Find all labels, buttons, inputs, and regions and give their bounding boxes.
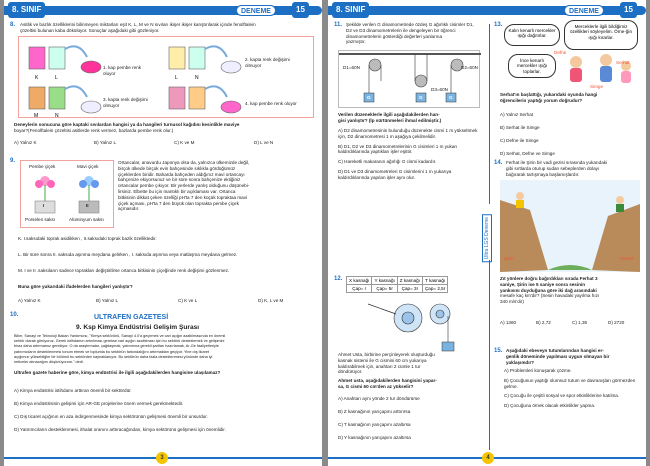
grade-badge: 8. SINIF [332, 2, 369, 18]
option-b[interactable]: B) 2,72 [536, 320, 551, 325]
question-stem: Ferhat ile Şirin bir vadi gezisi sırasında yukarıdaki gibi sırtlarda oturup sudan sebeplerden dolayı bağırarak tartışmaya başlamışlardır. [506, 160, 608, 177]
table-cell: Çap= r [347, 285, 372, 293]
svg-text:L: L [175, 75, 178, 81]
gear-system-diagram [348, 298, 480, 352]
table-header: T kasnağı [422, 277, 447, 285]
question-number: 9. [10, 158, 16, 164]
svg-text:L: L [55, 75, 58, 81]
exam-number: 15 [620, 2, 637, 18]
option-a[interactable]: A) Anahtarı aynı yönde 2 tur döndürürse [338, 396, 420, 401]
d2-reading: D3=60N [431, 87, 448, 92]
page-number: 3 [156, 452, 168, 464]
question-prompt: Ahmet usta, aşağıdakilerden hangisini yapar- sa, G cismi 60 cm'den az yükselir? [338, 378, 437, 389]
question-stem: Ahmet Usta, birbirine perçinleyerek oluşturduğu kasnak sistemi ile G cismini 60 cm yukarıya kaldırabilmek için, anahtarı 2 cümle 1 tur döndürüyor. [338, 352, 435, 375]
table-cell: Çap= 3r [397, 285, 422, 293]
statement-k: K. I.saksıdaki toprak asidikken , II.saksıdaki toprak bazik özelliktedir. [18, 236, 157, 241]
option-b[interactable]: B) Yalnız L [94, 140, 117, 145]
right-page: 8. SINIF DENEME 15 Ultra LGS Deneme 11. Şekilde verilen G dinamometrede özdeş G ağırlıklı cisimler D1, D2 ve D3 dinamometrelerin ile dengeleyen bir öğrenci dinamometrelerin gösterdiği değerleri yanlarına yazmıştır. D1=60N D3=60N D2=60N G G G Verilen düzeneklerle ilgili aşağıdakilerden han- gisi yanlıştır? (İp sürtünmeleri ihmal edilmiştir.) A) D2 dinamometresinin bulunduğu düzenekte cismi 1 m yükseltmek için, D2 dinamometresi 1 m aşağıya çekilmelidir. B) D1, D2 ve D3 dinamometrelerinin G cisimleri 1 m yukarı kaldırdıklarında yaptıkları işler eşittir. C) Hareketli makaranın ağırlığı G cismi kadardır. D) D1 ve D3 dinamometreleri G cisimlerini 1 m yukarıya kaldırdıklarında yapılan işler aynı olur. 12. X kasnağı Y kasnağı Z kasnağı T kasnağı Çap= r Çap= 5r Çap= 3r Çap= 2,5r Ahmet Usta, birbirine perçinleyerek oluşturduğu kasnak sistemi ile G cismini 60 cm yukarıya kaldırabilmek için, anahtarı 2 cümle 1 tur döndürüyor. Ahmet usta, aşağıdakilerden hangisini yapar- sa, G cismi 60 cm'den az yükselir? A) Anahtarı aynı yönde 2 tur döndürürse B) Z kasnağının yarıçapını arttırırsa C) T kasnağının yarıçapını azaltırsa D) Y kasnağının yarıçapını azaltırsa 13. Kalın kenarlı mercekler ışığı dağıtırlar. Merceklerle ilgili bildiğimiz özellikleri söyleyelim. Örne-ğin ışığı kırarlar. İnce kenarlı mercekler ışığı toplarlar. Defne Serhat Simge Serhat'ın başlattığı, yukarıdaki oyunda hangi öğrencilerin yaptığı yorum doğrudur? A) Yalnız Serhat B) Serhat ile Simge C) Defne ile Simge D) Serhat, Defne ve Simge 14. Ferhat ile Şirin bir vadi gezisi sırasında yukarıdaki gibi sırtlarda oturup sudan sebeplerden dolayı bağırarak tartışmaya başlamışlardır. Şirin Ferhat Zıt yönlere doğru bağırdıkları sırada Ferhat 3 saniye, Şirin ise 5 saniye sonra sesinin yankısını duyduğuna göre iki dağ arasındaki mesafe kaç km'dir? (Sesin havadaki yayılma hızı 340 m/s'dir) A) 1360 B) 2,72 C) 1,36 D) 2720 15. Aşağıdaki ebeveyn tutumlarından hangisi er- genlik döneminde yapılması uygun olmayan bir yaklaşımdır? A) Problemleri konuşarak çözme. B) Çocuğunun yaptığı olumsuz tutum ve davranışları görmezden gelme. C) Çocuğu ile çeşitli sosyal ve spor etkinliklerine katılma. D) Çocuğuna örnek olacak etkinlikler yapma. 4 [328, 0, 646, 466]
option-c[interactable]: C) K ve M [174, 140, 195, 145]
svg-text:M: M [34, 113, 39, 119]
article-text: Bilim, Sanayi ve Teknoloji Bakan Yardımcısı, "Kimya sektörünü, Sanayi 4.0'a geçirmek ve cari açığın azaltılmasında en önemli sektör olarak görüyoruz. Gerek istihdamın artırılması gerekse cari açığın azaltılması için bu sektörü desteklemek ve gelişimini biraz daha artırmamız gerekiyor. O da araştırmalar, çağdaşmak, yatırımına gerekli şartları hazırlamak, Ar-Ge faaliyetleriyle yatırımcıların desteklenmesi tonum etmek ve toplumla bu sektörün farkındalığını artırmaktan geçiyor. Yine dış ticaret açığımızı yükseldiğim bir bölümü bu sektörden kaynaklanıyor. Bu sektörün daha fazla desteklenmesi yönünde daha iyi neticeler alınacağını düşünüyorum." dedi. [14, 334, 226, 365]
table-header: X kasnağı [347, 277, 372, 285]
newspaper-title: ULTRAFEN GAZETESİ [94, 314, 169, 321]
table-header: Z kasnağı [397, 277, 422, 285]
d3-reading: D2=60N [461, 65, 478, 70]
option-c[interactable]: C) K ve L [178, 298, 198, 303]
question-prompt: Serhat'ın başlattığı, yukarıdaki oyunda hangi öğrencilerin yaptığı yorum doğrudur? [500, 92, 598, 103]
option-a[interactable]: A) Kimya endüstrisi istihdamı arttıran önemli bir sektördür. [14, 388, 132, 393]
left-page [4, 0, 322, 466]
answer-options [504, 368, 640, 409]
table-cell: Çap= 5r [372, 285, 397, 293]
option-a[interactable]: A) D2 dinamometresinin bulunduğu düzenekte cismi 1 m yükseltmek için, D2 dinamometresi 1 m aşağıya çekilmelidir. [338, 128, 478, 139]
option-c[interactable]: C) Hareketli makaranın ağırlığı G cismi kadardır. [338, 159, 437, 165]
page-header [328, 2, 646, 18]
page-footer [328, 452, 646, 464]
question-stem: Şekilde verilen G dinamometrede özdeş G ağırlıklı cisimler D1, D2 ve D3 dinamometrelerin ile dengeleyen bir öğrenci dinamometrelerin gösterdiği değerleri yanlarına yazmıştır. [346, 22, 474, 45]
statement-m: M. I ve II .saksıların sadece toprakları değiştirilirse ortanca bitkisinin çiçeğinde renk değişimi gözlenmez. [18, 268, 230, 273]
setup-3 [29, 86, 101, 119]
speech-bubble: İnce kenarlı mercekler ışığı toplarlar. [508, 54, 556, 78]
exam-tag: DENEME [564, 5, 604, 16]
svg-text:N: N [55, 113, 59, 119]
option-d[interactable]: D) D1 ve D3 dinamometreleri G cisimlerini 1 m yukarıya kaldırdıklarında yapılan işler aynı olur. [338, 168, 452, 180]
question-prompt: Deneylerin sonucuna göre kaptaki sıvılardan hangisi ya da hangileri turnusol kağıdını kesinlikle maviye boyar?(Fenolftalein çözeltisi asitlerde renk vermez, bazlarda pembe renk olur.) [14, 122, 240, 133]
d1-reading: D1=60N [343, 65, 360, 70]
article-title: 9. Ksp Kimya Endüstrisi Gelişim Şurası [76, 324, 200, 331]
option-c[interactable]: C) Çocuğu ile çeşitli sosyal ve spor etkinliklerine katılma. [504, 393, 620, 399]
option-b[interactable]: B) Kimya endüstrisinin gelişimi için AR-GE projelerine önem vermek gerekmektedir. [14, 401, 184, 406]
setup-2 [169, 46, 241, 81]
question-number: 10. [10, 312, 19, 318]
option-a[interactable]: A) Problemleri konuşarak çözme. [504, 368, 572, 373]
answer-options [338, 128, 480, 181]
option-c[interactable]: C) 1,36 [572, 320, 588, 325]
question-number: 12. [334, 276, 343, 282]
option-c[interactable]: C) Dış ticaret açığının en aza indirgenmesinde kimya sektörünün gelişmesi önemli bir unsurdur. [14, 414, 208, 419]
question-prompt: Aşağıdaki ebeveyn tutumlarından hangisi er- genlik döneminde yapılması uygun olmayan bir yaklaşımdır? [506, 348, 610, 365]
option-d[interactable]: D) Çocuğuna örnek olacak etkinlikler yapma. [504, 403, 596, 409]
option-a[interactable]: A) Yalnız K [14, 140, 37, 145]
valley-illustration [500, 180, 640, 272]
question-number: 14. [494, 160, 503, 166]
option-b[interactable]: B) Çocuğunun yaptığı olumsuz tutum ve davranışları görmezden gelme. [504, 377, 636, 389]
passage-text: Ortancalar, anavurdu Japonya olsa da, yalnızca ülkemizde değil, birçok ülkede birçok evin bahçesinde sıklıkla gördüğümüz çiçeklerden biridir. Baharda bahçeden aldığınız mavi ortancayı bahçenize ekiyorsunuz ve bir süre sonra bahçenize ektiğiniz ortancalar pembe çıkıyor. Bir yerlerde yanlış olduğunu düşünebi- lirsiniz. Elbette bu için mantıklı bir açıklaması var. Ortanca bitkisinin dikkat çeken özelliği pH'ta 7 den küçük topraktaa mavi çiçek açması, pH'ta 7 den büyük olan toprakta pembe çiçek açmasıdır. [118, 160, 250, 212]
question-number: 11. [334, 22, 343, 28]
pulley-figure: D1=60N D3=60N D2=60N G G G [338, 50, 480, 108]
option-d[interactable]: D) 2720 [608, 320, 625, 325]
option-b[interactable]: B) Z kasnağının yarıçapını arttırırsa [338, 409, 411, 414]
question-prompt: Buna göre yukarıdaki ifadelerden hangileri yanlıştır? [18, 284, 133, 289]
experiment-figure: K L L N M N 1. kap pembe renk oluyor 2. kapta renk değişimi olmuyor 3. kapta renk değişimi olmuyor 4. kap pembe renk oluyor [18, 36, 314, 118]
question-number: 13. [494, 22, 503, 28]
question-number: 15. [494, 348, 503, 354]
pulley-table [346, 276, 448, 293]
pulley-diagram [339, 51, 481, 109]
exam-number: 15 [292, 2, 309, 18]
option-c[interactable]: C) T kasnağının yarıçapını azaltırsa [338, 422, 411, 427]
sidebar-label: Ultra LGS Deneme [482, 214, 492, 262]
speech-bubble: Merceklerle ilgili bildiğimiz özellikleri söyleyelim. Örne-ğin ışığı kırarlar. [564, 20, 638, 50]
option-b[interactable]: B) Yalnız L [96, 298, 119, 303]
speech-bubble: Kalın kenarlı mercekler ışığı dağıtırlar. [504, 24, 560, 46]
answer-options [500, 108, 640, 160]
setup-4 [169, 86, 241, 113]
option-d[interactable]: D) Yatırımcıların desteklenmesi, ithalat oranını arttıracağından, kimya sektörünü gelişmesi için önemlidir. [14, 427, 226, 432]
option-c[interactable]: C) Defne ile Simge [500, 138, 539, 143]
svg-text:N: N [195, 75, 199, 81]
page-number: 4 [482, 452, 494, 464]
table-cell: Çap= 2,5r [422, 285, 447, 293]
page-footer [4, 452, 322, 464]
question-prompt: Ultrafen gazete haberine göre, kimya endüstrisi ile ilgili aşağıdakilerden hangisine ulaşılamaz? [14, 370, 221, 375]
option-a[interactable]: A) Yalnız Serhat [500, 112, 534, 117]
grade-badge: 8. SINIF [8, 2, 45, 18]
flower-figure: Pembe çiçek Mavi çiçek I II Porselen saksı Alüminyum saksı [20, 160, 114, 228]
statement-l: L. Bir süre sonra II. saksıda aşınma meydana gelirken , I. saksıda aşınma veya matlaşma meydana gelmez. [18, 252, 238, 257]
answer-options [14, 384, 316, 436]
option-d[interactable]: D) K, L ve M [258, 298, 284, 303]
page-header [4, 2, 322, 18]
option-d[interactable]: D) L ve N [254, 140, 274, 145]
option-d[interactable]: D) Y kasnağının yarıçapını azaltırsa [338, 435, 411, 440]
question-prompt: Zıt yönlere doğru bağırdıkları sırada Ferhat 3 saniye, Şirin ise 5 saniye sonra sesinin yankısını duyduğuna göre iki dağ arasındaki mesafe kaç km'dir? (Sesin havadaki yayılma hızı 340 m/s'dir) [500, 276, 600, 305]
answer-options [338, 392, 482, 444]
svg-text:K: K [35, 75, 39, 81]
option-d[interactable]: D) Serhat, Defne ve Simge [500, 151, 555, 156]
exam-tag: DENEME [236, 5, 276, 16]
question-stem: Asitlik ve bazlık özelliklerini bilinmeyen miktarları eşit K, L, M ve N sıvıları ikişer ikişer karıştırılarak içinde fenolftalein çözeltisi bulunan kaba dökülüyor. Sonuçlar aşağıdaki gibi gözleniyor. [20, 22, 256, 33]
option-a[interactable]: A) 1360 [500, 320, 517, 325]
question-prompt: Verilen düzeneklerle ilgili aşağıdakilerden han- gisi yanlıştır? (İp sürtünmeleri ihmal edilmiştir.) [338, 112, 442, 123]
option-b[interactable]: B) D1, D2 ve D3 dinamometrelerinin G cisimleri 1 m yukarı kaldırdıklarında yaptıkları işler eşittir. [338, 143, 458, 155]
table-header: Y kasnağı [372, 277, 397, 285]
option-b[interactable]: B) Serhat ile Simge [500, 125, 540, 130]
setup-1 [29, 46, 101, 81]
question-number: 8. [10, 22, 16, 28]
option-a[interactable]: A) Yalnız K [18, 298, 41, 303]
